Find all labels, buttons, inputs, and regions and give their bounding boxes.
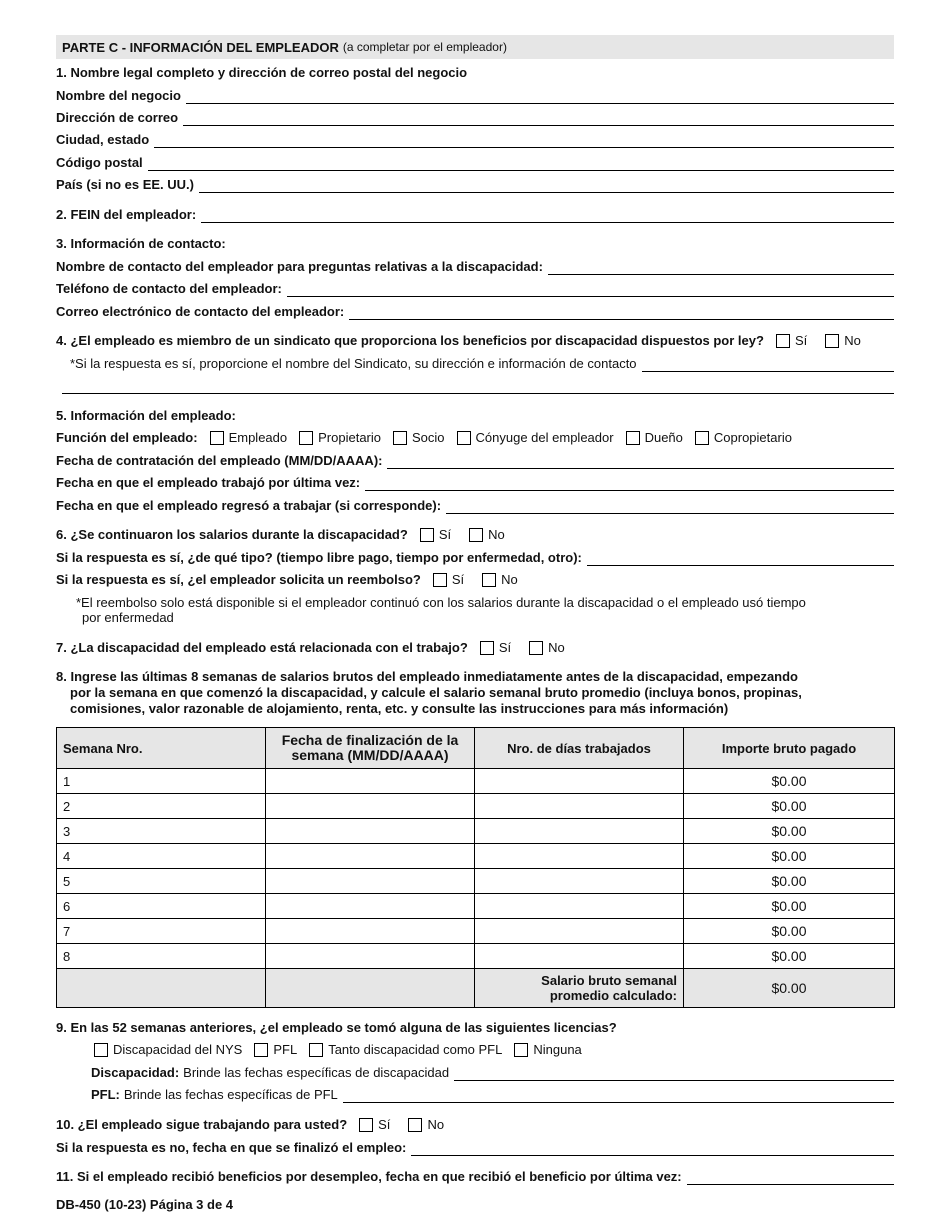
q6-yes-checkbox[interactable]	[420, 528, 434, 542]
q7-no-label: No	[548, 640, 565, 655]
days-worked-field[interactable]	[475, 944, 684, 969]
disability-dates-label: Discapacidad:	[91, 1065, 180, 1080]
pfl-dates-label: PFL:	[91, 1087, 120, 1102]
role-option: Dueño	[644, 430, 683, 445]
zip-label: Código postal	[56, 155, 143, 170]
phone-field[interactable]	[287, 283, 894, 297]
email-field[interactable]	[349, 306, 894, 320]
table-row	[57, 769, 895, 794]
reimb-no-label: No	[501, 572, 518, 587]
leave-checkbox[interactable]	[514, 1043, 528, 1057]
role-checkbox[interactable]	[457, 431, 471, 445]
last-worked-label: Fecha en que el empleado trabajó por última vez:	[56, 475, 361, 490]
leave-option: Discapacidad del NYS	[113, 1042, 243, 1057]
returned-label: Fecha en que el empleado regresó a trabajar (si corresponde):	[56, 498, 442, 513]
q10-no-checkbox[interactable]	[408, 1118, 422, 1132]
wage-type-label: Si la respuesta es sí, ¿de qué tipo? (tiempo libre pago, tiempo por enfermedad, otro):	[56, 550, 582, 565]
week-number: 1	[57, 769, 266, 794]
table-row	[57, 794, 895, 819]
column-header: Fecha de finalización de la semana (MM/DD/AAAA)	[266, 728, 475, 769]
table-row	[57, 869, 895, 894]
q4-no-label: No	[844, 333, 861, 348]
business-name-label: Nombre del negocio	[56, 88, 181, 103]
leave-checkbox[interactable]	[309, 1043, 323, 1057]
reimb-yes-label: Sí	[451, 572, 465, 587]
role-option: Empleado	[228, 430, 288, 445]
unemployment-date-field[interactable]	[687, 1171, 894, 1185]
average-value: $0.00	[684, 969, 895, 1008]
role-checkbox[interactable]	[299, 431, 313, 445]
q8-line-2: por la semana en que comenzó la discapacidad, y calcule el salario semanal bruto promedio (incluya bonos, propinas,	[70, 685, 802, 700]
q8-line-3: comisiones, valor razonable de alojamiento, renta, etc. y consulte las instrucciones para más información)	[70, 701, 729, 716]
week-number: 5	[57, 869, 266, 894]
days-worked-field[interactable]	[475, 844, 684, 869]
contact-name-field[interactable]	[548, 261, 894, 275]
section-subtitle: (a completar por el empleador)	[342, 40, 507, 54]
average-row	[57, 969, 895, 1008]
role-option: Copropietario	[713, 430, 792, 445]
column-header: Semana Nro.	[57, 728, 266, 769]
reimb-question: Si la respuesta es sí, ¿el empleador solicita un reembolso?	[56, 572, 421, 587]
q7-yes-checkbox[interactable]	[480, 641, 494, 655]
q10-no-label: No	[427, 1117, 445, 1132]
email-label: Correo electrónico de contacto del empleador:	[56, 304, 345, 319]
q5-title: 5. Información del empleado:	[56, 408, 236, 423]
table-row	[57, 844, 895, 869]
q4-yes-label: Sí	[794, 333, 808, 348]
q6-no-checkbox[interactable]	[469, 528, 483, 542]
week-end-date-field[interactable]	[266, 869, 475, 894]
week-number: 8	[57, 944, 266, 969]
city-state-label: Ciudad, estado	[56, 132, 150, 147]
wages-table	[56, 727, 895, 1008]
reimb-note-2: por enfermedad	[82, 610, 174, 625]
gross-amount[interactable]: $0.00	[684, 794, 895, 819]
q4-yes-checkbox[interactable]	[776, 334, 790, 348]
q7-question: 7. ¿La discapacidad del empleado está relacionada con el trabajo?	[56, 640, 468, 655]
role-option: Propietario	[318, 430, 381, 445]
fein-label: 2. FEIN del empleador:	[56, 207, 197, 222]
gross-amount[interactable]: $0.00	[684, 894, 895, 919]
last-worked-field[interactable]	[365, 477, 894, 491]
zip-field[interactable]	[148, 157, 894, 171]
q10-yes-checkbox[interactable]	[359, 1118, 373, 1132]
end-date-label: Si la respuesta es no, fecha en que se finalizó el empleo:	[56, 1140, 407, 1155]
leave-checkbox[interactable]	[254, 1043, 268, 1057]
leave-option: Ninguna	[533, 1042, 582, 1057]
table-row	[57, 819, 895, 844]
column-header: Nro. de días trabajados	[475, 728, 684, 769]
wage-type-field[interactable]	[587, 552, 894, 566]
city-state-field[interactable]	[154, 134, 894, 148]
end-date-field[interactable]	[411, 1142, 894, 1156]
empty-cell	[266, 969, 475, 1008]
pfl-dates-text: Brinde las fechas específicas de PFL	[123, 1087, 338, 1102]
days-worked-field[interactable]	[475, 919, 684, 944]
role-checkbox[interactable]	[210, 431, 224, 445]
week-end-date-field[interactable]	[266, 944, 475, 969]
address-label: Dirección de correo	[56, 110, 179, 125]
table-row	[57, 944, 895, 969]
leave-option: Tanto discapacidad como PFL	[328, 1042, 503, 1057]
business-name-field[interactable]	[186, 90, 894, 104]
q4-note: *Si la respuesta es sí, proporcione el nombre del Sindicato, su dirección e información de contacto	[70, 356, 637, 371]
union-info-field[interactable]	[642, 358, 894, 372]
role-checkbox[interactable]	[393, 431, 407, 445]
column-header: Importe bruto pagado	[684, 728, 895, 769]
days-worked-field[interactable]	[475, 819, 684, 844]
role-label: Función del empleado:	[56, 430, 198, 445]
role-option: Cónyuge del empleador	[475, 430, 614, 445]
q4-no-checkbox[interactable]	[825, 334, 839, 348]
fein-field[interactable]	[201, 209, 894, 223]
gross-amount[interactable]: $0.00	[684, 819, 895, 844]
empty-cell	[57, 969, 266, 1008]
q9-question: 9. En las 52 semanas anteriores, ¿el empleado se tomó alguna de las siguientes licencias?	[56, 1020, 617, 1035]
leave-option: PFL	[273, 1042, 298, 1057]
table-row	[57, 919, 895, 944]
table-header-row	[57, 728, 895, 769]
q10-question: 10. ¿El empleado sigue trabajando para usted?	[56, 1117, 348, 1132]
average-label: Salario bruto semanal promedio calculado:	[475, 969, 684, 1008]
q6-no-label: No	[488, 527, 505, 542]
week-end-date-field[interactable]	[266, 794, 475, 819]
q6-question: 6. ¿Se continuaron los salarios durante la discapacidad?	[56, 527, 408, 542]
week-end-date-field[interactable]	[266, 819, 475, 844]
table-row	[57, 894, 895, 919]
days-worked-field[interactable]	[475, 769, 684, 794]
week-number: 2	[57, 794, 266, 819]
week-end-date-field[interactable]	[266, 919, 475, 944]
q4-question: 4. ¿El empleado es miembro de un sindicato que proporciona los beneficios por discapacidad dispuestos por ley?	[56, 333, 764, 348]
section-title: PARTE C - INFORMACIÓN DEL EMPLEADOR	[62, 39, 339, 55]
disability-dates-text: Brinde las fechas específicas de discapacidad	[183, 1065, 450, 1080]
reimb-note-1: *El reembolso solo está disponible si el empleador continuó con los salarios durante la discapacidad o el empleado usó tiempo	[76, 595, 806, 610]
returned-field[interactable]	[446, 500, 894, 514]
days-worked-field[interactable]	[475, 894, 684, 919]
q10-yes-label: Sí	[378, 1117, 391, 1132]
role-checkbox[interactable]	[626, 431, 640, 445]
reimb-no-checkbox[interactable]	[482, 573, 496, 587]
gross-amount[interactable]: $0.00	[684, 769, 895, 794]
footer: DB-450 (10-23) Página 3 de 4	[56, 1197, 234, 1212]
leave-checkbox[interactable]	[94, 1043, 108, 1057]
country-field[interactable]	[199, 179, 894, 193]
q1-title: 1. Nombre legal completo y dirección de correo postal del negocio	[56, 65, 468, 80]
days-worked-field[interactable]	[475, 869, 684, 894]
week-number: 4	[57, 844, 266, 869]
union-info-field-2[interactable]	[62, 380, 894, 394]
hire-date-label: Fecha de contratación del empleado (MM/DD/AAAA):	[56, 453, 383, 468]
reimb-yes-checkbox[interactable]	[433, 573, 447, 587]
week-end-date-field[interactable]	[266, 894, 475, 919]
role-option: Socio	[412, 430, 445, 445]
contact-name-label: Nombre de contacto del empleador para preguntas relativas a la discapacidad:	[56, 259, 543, 274]
q7-yes-label: Sí	[498, 640, 512, 655]
section-header	[56, 35, 894, 59]
week-end-date-field[interactable]	[266, 769, 475, 794]
q7-no-checkbox[interactable]	[529, 641, 543, 655]
week-number: 7	[57, 919, 266, 944]
address-field[interactable]	[183, 112, 894, 126]
gross-amount[interactable]: $0.00	[684, 844, 895, 869]
days-worked-field[interactable]	[475, 794, 684, 819]
country-label: País (si no es EE. UU.)	[56, 177, 194, 192]
q8-line-1: 8. Ingrese las últimas 8 semanas de salarios brutos del empleado inmediatamente antes de la discapacidad, empezando	[56, 669, 798, 684]
disability-dates-field[interactable]	[454, 1067, 894, 1081]
phone-label: Teléfono de contacto del empleador:	[56, 281, 282, 296]
week-number: 3	[57, 819, 266, 844]
role-checkbox[interactable]	[695, 431, 709, 445]
gross-amount[interactable]: $0.00	[684, 944, 895, 969]
hire-date-field[interactable]	[387, 455, 894, 469]
q11-question: 11. Si el empleado recibió beneficios por desempleo, fecha en que recibió el beneficio por última vez:	[56, 1169, 682, 1184]
week-number: 6	[57, 894, 266, 919]
q6-yes-label: Sí	[438, 527, 452, 542]
week-end-date-field[interactable]	[266, 844, 475, 869]
q3-title: 3. Información de contacto:	[56, 236, 226, 251]
pfl-dates-field[interactable]	[343, 1089, 894, 1103]
gross-amount[interactable]: $0.00	[684, 919, 895, 944]
gross-amount[interactable]: $0.00	[684, 869, 895, 894]
